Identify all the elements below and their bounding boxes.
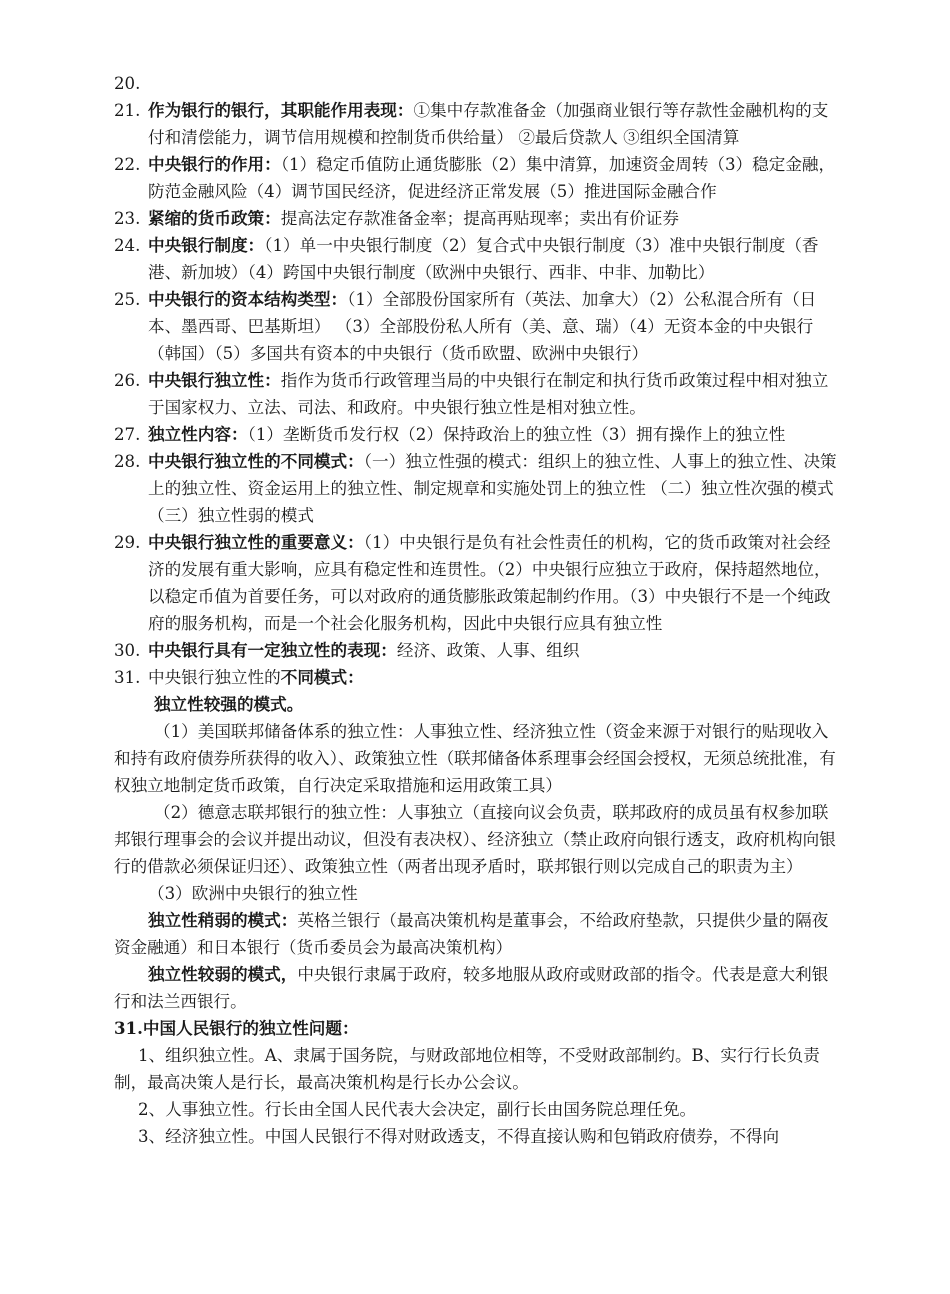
item-number: 28. xyxy=(114,452,141,471)
item-body: 指作为货币行政管理当局的中央银行在制定和执行货币政策过程中相对独立于国家权力、立法、司法、和政府。中央银行独立性是相对独立性。 xyxy=(148,371,829,417)
item-heading: 中央银行的作用： xyxy=(148,154,281,174)
item-heading: 中央银行独立性的不同模式： xyxy=(148,451,364,471)
paragraph-weak-mode xyxy=(114,907,842,961)
item-number: 21. xyxy=(114,101,141,120)
pboc-line-3: 3、经济独立性。中国人民银行不得对财政透支，不得直接认购和包销政府债券，不得向 xyxy=(138,1127,780,1146)
list-item xyxy=(114,232,842,286)
paragraph-bundesbank: （2）德意志联邦银行的独立性：人事独立（直接向议会负责，联邦政府的成员虽有权参加联邦银行理事会的会议并提出动议，但没有表决权）、经济独立（禁止政府向银行透支，政府机构向银行的借款必须保证归还）、政策独立性（两者出现矛盾时，联邦银行则以完成自己的职责为主） xyxy=(114,803,836,876)
item-body: （1）全部股份国家所有（英法、加拿大）（2）公私混合所有（日本、墨西哥、巴基斯坦） （3）全部股份私人所有（美、意、瑞）（4）无资本金的中央银行（韩国）（5）多国共有资本的中央银行（货币欧盟、欧洲中央银行） xyxy=(148,290,817,363)
weaker-mode-heading: 独立性较弱的模式， xyxy=(148,964,298,984)
mode-strong-title: 独立性较强的模式。 xyxy=(154,694,304,714)
item-heading: 中央银行具有一定独立性的表现： xyxy=(148,640,397,660)
weak-mode-body: 英格兰银行（最高决策机构是董事会，不给政府垫款，只提供少量的隔夜资金融通）和日本银行（货币委员会为最高决策机构） xyxy=(114,911,829,957)
pboc-line-2: 2、人事独立性。行长由全国人民代表大会决定，副行长由国务院总理任免。 xyxy=(138,1100,697,1119)
list-item xyxy=(114,448,842,529)
item-heading: 中央银行制度： xyxy=(148,235,265,255)
item-number: 27. xyxy=(114,425,141,444)
item-body: 提高法定存款准备金率；提高再贴现率；卖出有价证券 xyxy=(280,209,679,228)
item-number: 30. xyxy=(114,641,141,660)
item-number: 31. xyxy=(114,668,141,687)
item-number: 20. xyxy=(114,74,141,93)
item-heading: 中央银行独立性的重要意义： xyxy=(148,532,364,552)
list-item xyxy=(114,205,842,232)
weak-mode-heading: 独立性稍弱的模式： xyxy=(148,910,298,930)
item-body: （1）垄断货币发行权（2）保持政治上的独立性（3）拥有操作上的独立性 xyxy=(247,425,786,444)
item-heading: 作为银行的银行，其职能作用表现： xyxy=(148,100,414,120)
list-item xyxy=(114,664,842,691)
item-body: 经济、政策、人事、组织 xyxy=(396,641,580,660)
item-body: （1）稳定币值防止通货膨胀（2）集中清算，加速资金周转（3）稳定金融，防范金融风险（4）调节国民经济，促进经济正常发展（5）推进国际金融合作 xyxy=(148,155,836,201)
item-body: （1）中央银行是负有社会性责任的机构，它的货币政策对社会经济的发展有重大影响，应具有稳定性和连贯性。（2）中央银行应独立于政府，保持超然地位，以稳定币值为首要任务，可以对政府的通货膨胀政策起制约作用。（3）中央银行不是一个纯政府的服务机构，而是一个社会化服务机构，因此中央银行应具有独立性 xyxy=(148,533,831,633)
item-heading: 不同模式： xyxy=(280,667,364,687)
list-item xyxy=(114,70,842,97)
item-number: 22. xyxy=(114,155,141,174)
item-number: 23. xyxy=(114,209,141,228)
list-item xyxy=(114,637,842,664)
pboc-title: 31.中国人民银行的独立性问题： xyxy=(114,1018,359,1038)
item-heading: 中央银行独立性： xyxy=(148,370,281,390)
list-item xyxy=(114,529,842,637)
list-item xyxy=(114,286,842,367)
item-body: （1）单一中央银行制度（2）复合式中央银行制度（3）准中央银行制度（香港、新加坡）（4）跨国中央银行制度（欧洲中央银行、西非、中非、加勒比） xyxy=(148,236,819,282)
item-body: ①集中存款准备金（加强商业银行等存款性金融机构的支付和清偿能力，调节信用规模和控制货币供给量） ②最后贷款人 ③组织全国清算 xyxy=(148,101,829,147)
item-heading: 中央银行的资本结构类型： xyxy=(148,289,348,309)
paragraph-fed: （1）美国联邦储备体系的独立性：人事独立性、经济独立性（资金来源于对银行的贴现收入和持有政府债券所获得的收入）、政策独立性（联邦储备体系理事会经国会授权，无须总统批准，有权独立地制定货币政策，自行决定采取措施和运用政策工具） xyxy=(114,722,836,795)
item-heading: 紧缩的货币政策： xyxy=(148,208,281,228)
item-number: 29. xyxy=(114,533,141,552)
item-number: 26. xyxy=(114,371,141,390)
list-item xyxy=(114,151,842,205)
item-body: （一）独立性强的模式：组织上的独立性、人事上的独立性、决策上的独立性、资金运用上的独立性、制定规章和实施处罚上的独立性 （二）独立性次强的模式 （三）独立性弱的模式 xyxy=(148,452,837,525)
item-number: 25. xyxy=(114,290,141,309)
list-item xyxy=(114,97,842,151)
paragraph-weaker-mode xyxy=(114,961,842,1015)
weaker-mode-body: 中央银行隶属于政府，较多地服从政府或财政部的指令。代表是意大利银行和法兰西银行。 xyxy=(114,965,829,1011)
paragraph-ecb: （3）欧洲中央银行的独立性 xyxy=(148,884,358,903)
list-item xyxy=(114,367,842,421)
item-number: 24. xyxy=(114,236,141,255)
item-heading-plain: 中央银行独立性的 xyxy=(148,668,281,687)
pboc-line-1: 1、组织独立性。A、隶属于国务院，与财政部地位相等，不受财政部制约。B、实行行长负责制，最高决策人是行长，最高决策机构是行长办公会议。 xyxy=(114,1046,820,1092)
item-heading: 独立性内容： xyxy=(148,424,248,444)
list-item xyxy=(114,421,842,448)
